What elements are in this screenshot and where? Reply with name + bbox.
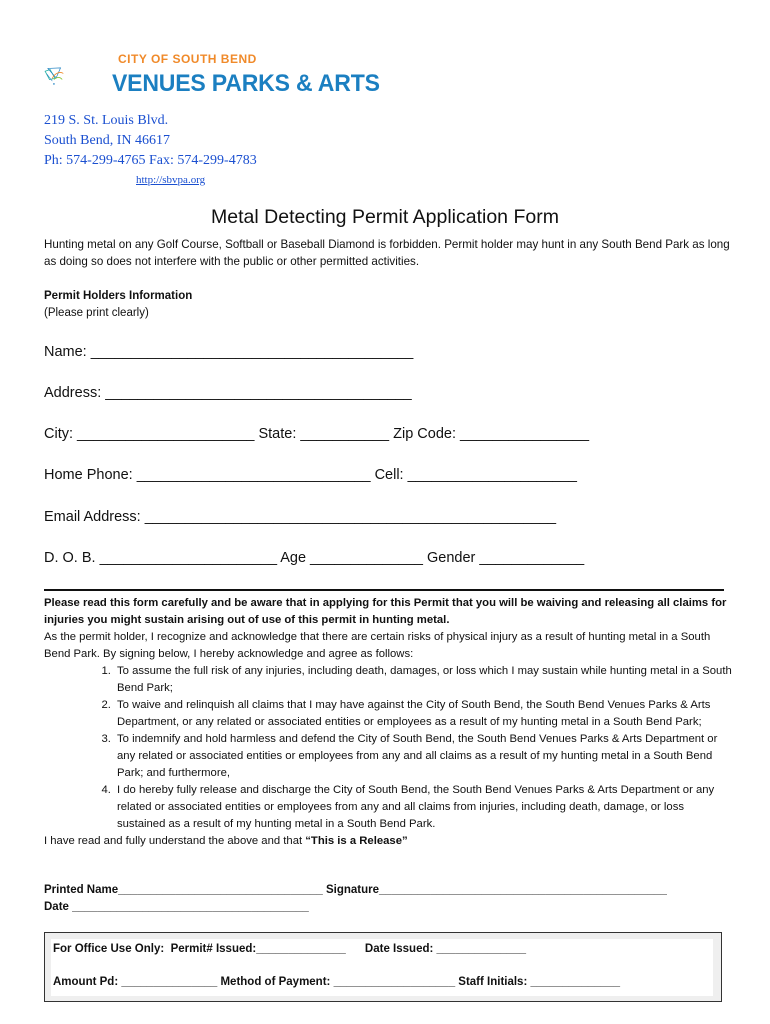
address-line-1: 219 S. St. Louis Blvd. (44, 113, 169, 128)
release-terms (44, 595, 734, 850)
release-warning: Please read this form carefully and be aware that in applying for this Permit that you will be waiving and releasing all claims for injuries you might sustain arising out of use of this permit in hunting metal. (44, 597, 727, 626)
permit-holders-heading: Permit Holders Information (44, 290, 193, 302)
city-state-zip-fields[interactable]: City: ______________________ State: ___________ Zip Code: ________________ (44, 426, 590, 442)
printed-name-signature-fields[interactable]: Printed Name________________________________ Signature_____________________________________________ (44, 884, 667, 896)
office-use-line-1: For Office Use Only: Permit# Issued:______________ Date Issued: ______________ (53, 943, 527, 955)
address-line-2: South Bend, IN 46617 (44, 133, 170, 148)
closing-text: I have read and fully understand the above and that (44, 835, 306, 847)
office-use-line-2: Amount Pd: _______________ Method of Payment: ___________________ Staff Initials: ______________ (53, 976, 621, 988)
logo-city-text: CITY OF SOUTH BEND (118, 52, 257, 66)
release-list (44, 663, 734, 833)
form-title: Metal Detecting Permit Application Form (211, 206, 559, 228)
release-lead: As the permit holder, I recognize and acknowledge that there are certain risks of physical injury as a result of hunting metal in a South Bend Park. By signing below, I hereby acknowledge and agree as follows: (44, 631, 711, 660)
closing-release-label: “This is a Release” (305, 835, 408, 847)
list-item: 1. To assume the full risk of any injuries, including death, damages, or loss which I may sustain while hunting metal in a South Bend Park; (114, 663, 734, 697)
dob-age-gender-fields[interactable]: D. O. B. ______________________ Age ______________ Gender _____________ (44, 550, 585, 566)
list-item: 4. I do hereby fully release and discharge the City of South Bend, the South Bend Venues Parks & Arts Department or any related or associated entities or employees from any and all claims from injuries, including death, damage, or loss sustained as a result of my hunting metal in a South Bend Park. (114, 782, 734, 833)
phone-cell-fields[interactable]: Home Phone: _____________________________ Cell: _____________________ (44, 467, 577, 483)
office-use-panel (51, 939, 713, 996)
office-use-box (44, 932, 722, 1002)
website-link[interactable]: http://sbvpa.org (136, 174, 206, 186)
list-item: 3. To indemnify and hold harmless and defend the City of South Bend, the South Bend Venues Parks & Arts Department or any related or associated entities or employees from any and all claims as a result of my hunting metal in a South Bend Park; and furthermore, (114, 731, 734, 782)
section-divider (44, 589, 724, 591)
list-item: 2. To waive and relinquish all claims that I may have against the City of South Bend, the South Bend Venues Parks & Arts Department, or any related or associated entities or employees as a result of my hunting metal in a South Bend Park; (114, 697, 734, 731)
logo-main-text: VENUES PARKS & ARTS (112, 70, 380, 97)
date-field[interactable]: Date _____________________________________ (44, 901, 309, 913)
release-closing (44, 833, 734, 850)
print-clearly-note: (Please print clearly) (44, 307, 149, 319)
address-field[interactable]: Address: ______________________________________ (44, 385, 412, 401)
email-field[interactable]: Email Address: ___________________________________________________ (44, 509, 557, 525)
intro-text: Hunting metal on any Golf Course, Softball or Baseball Diamond is forbidden. Permit holder may hunt in any South Bend Park as long as doing so does not interfere with the public or other permitted activities. (44, 238, 730, 268)
phone-fax-line: Ph: 574-299-4765 Fax: 574-299-4783 (44, 153, 257, 168)
name-field[interactable]: Name: ________________________________________ (44, 344, 414, 360)
